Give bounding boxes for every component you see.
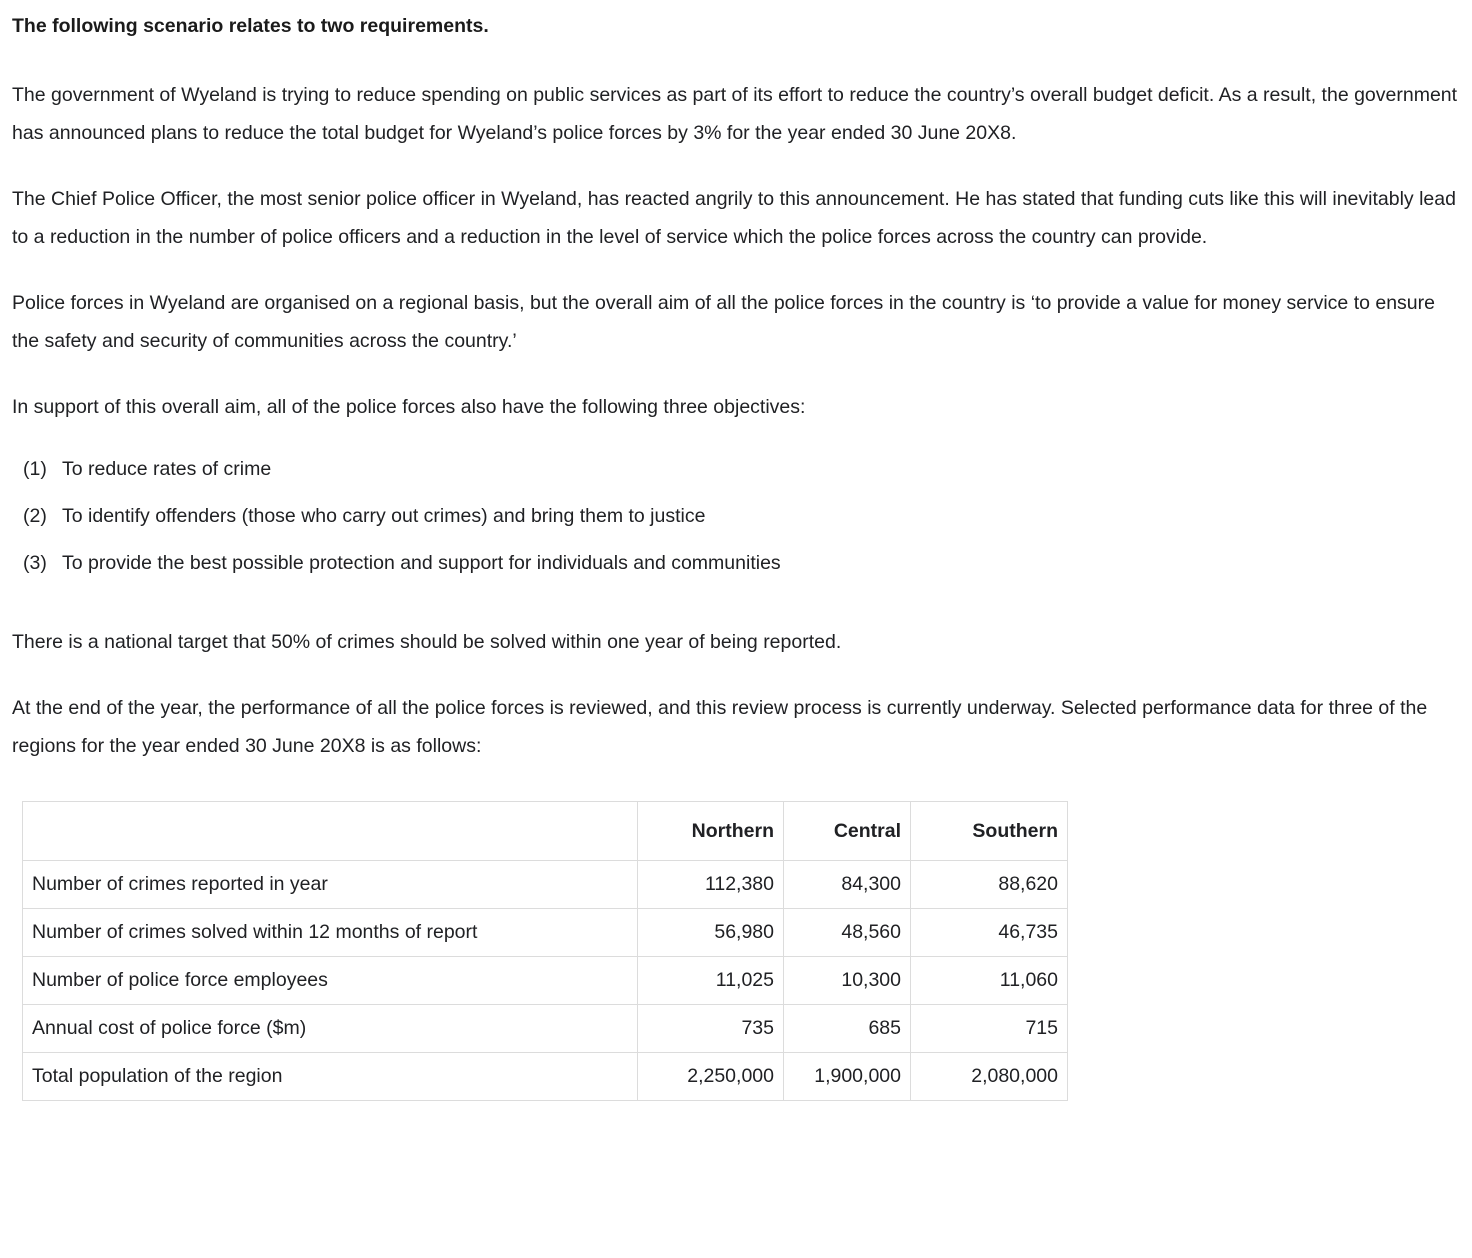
spacer <box>12 661 1460 689</box>
objective-item-3 <box>12 540 1460 587</box>
spacer <box>12 256 1460 284</box>
row-label: Number of crimes solved within 12 months of report <box>23 909 638 957</box>
scenario-heading: The following scenario relates to two requirements. <box>12 15 489 37</box>
cell-central: 84,300 <box>784 861 911 909</box>
cell-southern: 88,620 <box>911 861 1068 909</box>
cell-southern: 715 <box>911 1005 1068 1053</box>
cell-southern: 46,735 <box>911 909 1068 957</box>
paragraph-regional-basis: Police forces in Wyeland are organised on a regional basis, but the overall aim of all the police forces in the country is ‘to provide a value for money service to ensure the safety and security of communities across the country.’ <box>12 292 1435 352</box>
row-label: Total population of the region <box>23 1053 638 1101</box>
cell-central: 10,300 <box>784 957 911 1005</box>
cell-southern: 2,080,000 <box>911 1053 1068 1101</box>
objective-item-2 <box>12 493 1460 540</box>
table-row <box>23 1005 1068 1053</box>
column-header-central: Central <box>784 802 911 861</box>
row-label: Number of police force employees <box>23 957 638 1005</box>
cell-central: 685 <box>784 1005 911 1053</box>
performance-data-table <box>22 801 1068 1101</box>
paragraph-performance-review: At the end of the year, the performance of all the police forces is reviewed, and this review process is currently underway. Selected performance data for three of the regions for the year ended 30 June 20X8 is as follows: <box>12 697 1428 757</box>
column-header-northern: Northern <box>638 802 784 861</box>
column-header-southern: Southern <box>911 802 1068 861</box>
cell-northern: 112,380 <box>638 861 784 909</box>
objective-number: (1) <box>23 458 47 480</box>
spacer <box>12 360 1460 388</box>
table-header-row <box>23 802 1068 861</box>
table-body <box>23 861 1068 1101</box>
objectives-list <box>12 446 1460 587</box>
row-label: Annual cost of police force ($m) <box>23 1005 638 1053</box>
spacer <box>12 587 1460 623</box>
table-header <box>23 802 1068 861</box>
objective-text: To reduce rates of crime <box>62 458 272 480</box>
spacer <box>12 152 1460 180</box>
cell-central: 1,900,000 <box>784 1053 911 1101</box>
table-row <box>23 909 1068 957</box>
objective-text: To identify offenders (those who carry out crimes) and bring them to justice <box>62 505 706 527</box>
paragraph-objectives-intro: In support of this overall aim, all of the police forces also have the following three objectives: <box>12 396 806 418</box>
column-header-blank <box>23 802 638 861</box>
spacer <box>12 426 1460 446</box>
spacer <box>12 765 1460 801</box>
objective-text: To provide the best possible protection and support for individuals and communities <box>62 552 781 574</box>
cell-central: 48,560 <box>784 909 911 957</box>
table-row <box>23 861 1068 909</box>
paragraph-national-target: There is a national target that 50% of crimes should be solved within one year of being reported. <box>12 631 842 653</box>
cell-northern: 735 <box>638 1005 784 1053</box>
objective-number: (2) <box>23 505 47 527</box>
cell-northern: 56,980 <box>638 909 784 957</box>
spacer <box>12 40 1460 76</box>
paragraph-budget-reduction: The government of Wyeland is trying to reduce spending on public services as part of its effort to reduce the country’s overall budget deficit. As a result, the government has announced plans to reduce the total budget for Wyeland’s police forces by 3% for the year ended 30 June 20X8. <box>12 84 1458 144</box>
paragraph-chief-police-officer: The Chief Police Officer, the most senior police officer in Wyeland, has reacted angrily to this announcement. He has stated that funding cuts like this will inevitably lead to a reduction in the number of police officers and a reduction in the level of service which the police forces across the country can provide. <box>12 188 1456 248</box>
row-label: Number of crimes reported in year <box>23 861 638 909</box>
objective-item-1 <box>12 446 1460 493</box>
table-row <box>23 957 1068 1005</box>
cell-northern: 2,250,000 <box>638 1053 784 1101</box>
table-row <box>23 1053 1068 1101</box>
objective-number: (3) <box>23 552 47 574</box>
cell-northern: 11,025 <box>638 957 784 1005</box>
cell-southern: 11,060 <box>911 957 1068 1005</box>
